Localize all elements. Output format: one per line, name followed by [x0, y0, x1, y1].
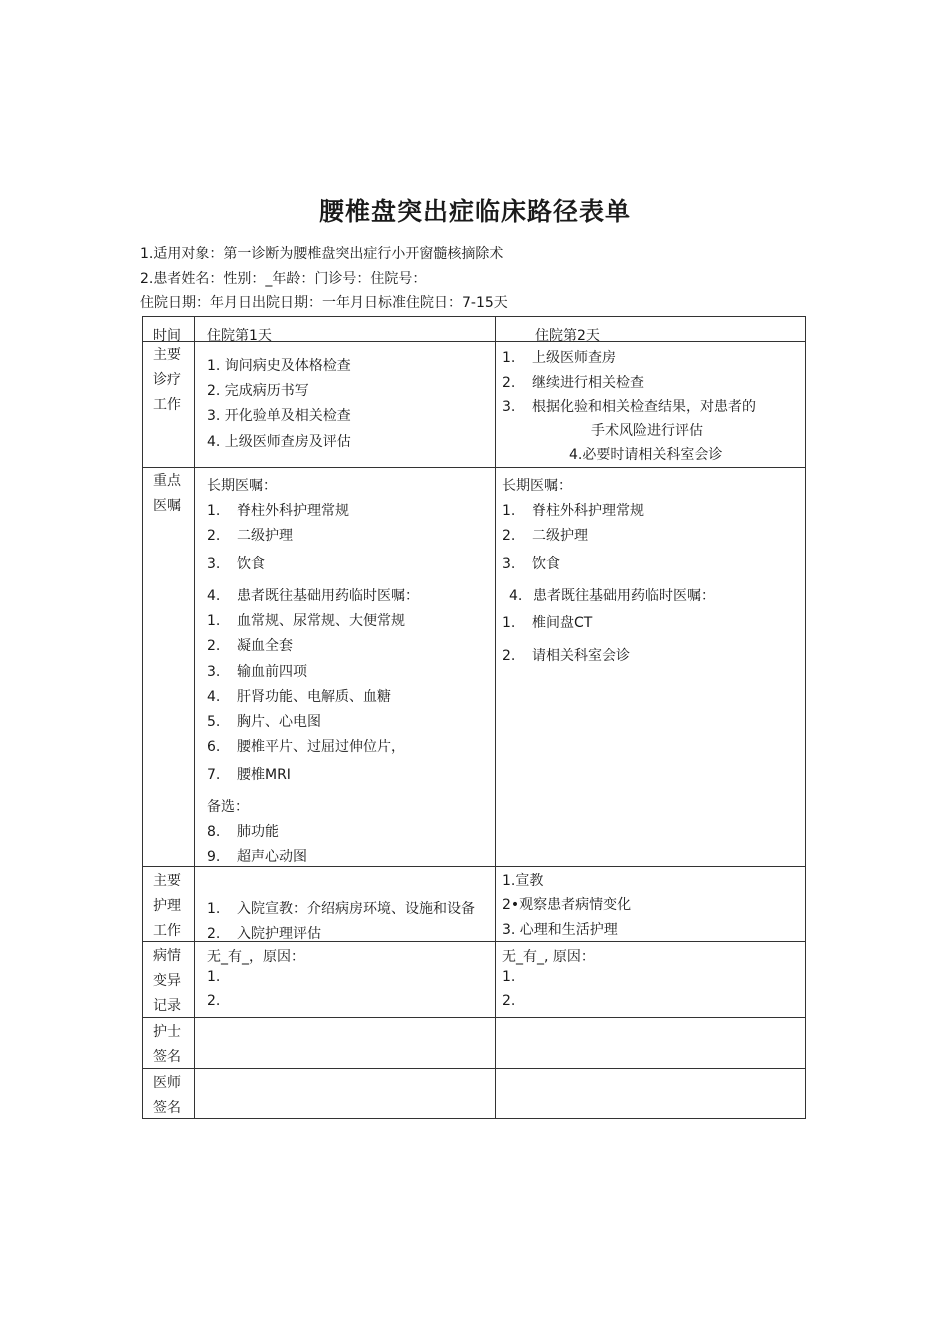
list-item: 5. 胸片、心电图	[207, 714, 321, 730]
list-item: 2. 凝血全套	[207, 638, 293, 654]
table-border-right	[805, 316, 806, 1119]
orders-long-term-label: 长期医嘱：	[502, 478, 572, 494]
list-item: 9. 超声心动图	[207, 849, 307, 865]
variation-reason: 无_有_，原因：	[207, 949, 305, 965]
list-item: 2•观察患者病情变化	[502, 897, 632, 913]
list-item: 2. 二级护理	[207, 528, 293, 544]
variation-reason: 无_有_, 原因：	[502, 949, 595, 965]
info-line-2: 2.患者姓名：性别：_年龄：门诊号：住院号：	[140, 271, 427, 287]
list-item: 3. 饮食	[502, 556, 560, 572]
list-item: 4. 上级医师查房及评估	[207, 434, 351, 450]
list-item: 3. 开化验单及相关检查	[207, 408, 351, 424]
table-row-divider	[142, 866, 806, 867]
list-item: 1.宣教	[502, 873, 544, 889]
list-item: 1.	[502, 969, 516, 985]
table-border-bottom	[142, 1118, 806, 1119]
list-item: 2. 入院护理评估	[207, 926, 321, 942]
row-label-orders: 重点 医嘱	[153, 473, 181, 514]
list-item: 3. 心理和生活护理	[502, 922, 618, 938]
list-item: 2. 请相关科室会诊	[502, 648, 630, 664]
header-day2: 住院第2天	[535, 328, 600, 344]
list-item: 6. 腰椎平片、过屈过伸位片，	[207, 739, 405, 755]
orders-temp-header: 4. 患者既往基础用药临时医嘱：	[509, 588, 715, 604]
list-item: 4. 肝肾功能、电解质、血糖	[207, 689, 391, 705]
list-item: 1. 询问病史及体格检查	[207, 358, 351, 374]
orders-optional-label: 备选：	[207, 799, 249, 815]
header-day1: 住院第1天	[207, 328, 272, 344]
list-item: 1. 椎间盘CT	[502, 615, 593, 631]
list-item: 1.	[207, 969, 221, 985]
table-col-divider-1	[194, 316, 195, 1119]
list-item: 1. 脊柱外科护理常规	[207, 503, 349, 519]
table-row-divider	[142, 467, 806, 468]
list-item: 7. 腰椎MRI	[207, 767, 291, 783]
page-title: 腰椎盘突出症临床路径表单	[318, 197, 631, 226]
row-label-main-work: 主要 诊疗 工作	[153, 347, 181, 413]
list-item: 2. 完成病历书写	[207, 383, 309, 399]
orders-temp-header: 4. 患者既往基础用药临时医嘱：	[207, 588, 419, 604]
list-item: 4.必要时请相关科室会诊	[569, 447, 723, 463]
list-item: 8. 肺功能	[207, 824, 279, 840]
list-item: 1. 血常规、尿常规、大便常规	[207, 613, 405, 629]
row-label-variation: 病情 变异 记录	[153, 948, 181, 1014]
table-row-divider	[142, 1068, 806, 1069]
row-label-nursing: 主要 护理 工作	[153, 873, 181, 939]
info-line-3: 住院日期：年月日出院日期：一年月日标准住院日：7-15天	[140, 295, 508, 311]
table-border-left	[142, 316, 143, 1119]
list-item: 1. 入院宣教：介绍病房环境、设施和设备	[207, 901, 475, 917]
table-row-divider	[142, 1017, 806, 1018]
list-item: 2.	[502, 993, 516, 1009]
row-label-doctor-sign: 医师 签名	[153, 1075, 181, 1116]
list-item: 3. 根据化验和相关检查结果，对患者的	[502, 399, 756, 415]
orders-long-term-label: 长期医嘱：	[207, 478, 277, 494]
table-border-top	[142, 316, 806, 317]
list-item: 2. 二级护理	[502, 528, 588, 544]
table-col-divider-2	[495, 316, 496, 1119]
row-label-nurse-sign: 护士 签名	[153, 1024, 181, 1065]
list-item: 3. 输血前四项	[207, 664, 307, 680]
list-item: 2. 继续进行相关检查	[502, 375, 644, 391]
list-item: 1. 脊柱外科护理常规	[502, 503, 644, 519]
list-item: 手术风险进行评估	[591, 423, 703, 439]
list-item: 1. 上级医师查房	[502, 350, 616, 366]
info-line-1: 1.适用对象：第一诊断为腰椎盘突出症行小开窗髓核摘除术	[140, 246, 504, 262]
header-time: 时间	[153, 328, 181, 344]
list-item: 3. 饮食	[207, 556, 265, 572]
list-item: 2.	[207, 993, 221, 1009]
